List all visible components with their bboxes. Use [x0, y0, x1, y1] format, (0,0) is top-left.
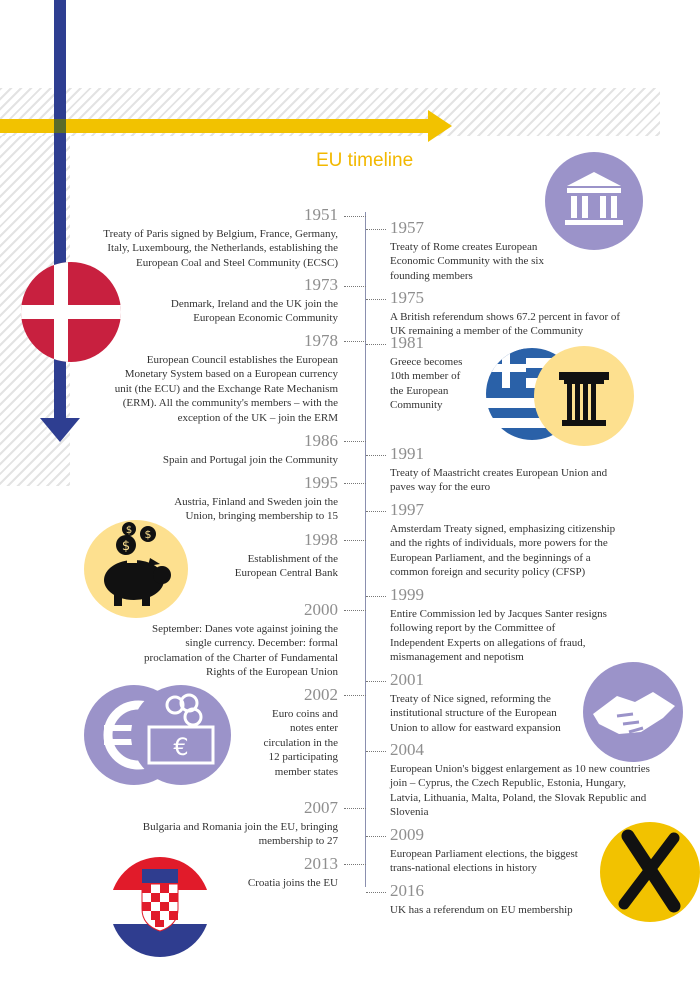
connector-1986: [344, 441, 366, 442]
event-year: 1986: [304, 431, 338, 450]
piggy-bank-icon: [84, 520, 188, 618]
event-text: Treaty of Maastricht creates European Union and paves way for the euro: [390, 467, 608, 494]
connector-2002: [344, 695, 366, 696]
event-text: Spain and Portugal join the Community: [162, 454, 338, 466]
connector-1991: [366, 455, 386, 456]
event-1981: [390, 333, 472, 413]
denmark-flag-icon: [21, 262, 121, 362]
connector-1981: [366, 344, 386, 345]
ballot-cross-icon: [600, 822, 700, 922]
event-text: Amsterdam Treaty signed, emphasizing citizenship and the rights of individuals, more powers for the European Parliament, and the beginnings of a common foreign and security policy (CFSP): [390, 523, 616, 579]
arrow-crossing: [54, 119, 66, 133]
event-year: 1978: [304, 331, 338, 350]
event-2001: [390, 670, 572, 735]
event-year: 1999: [390, 585, 424, 604]
event-year: 1973: [304, 275, 338, 294]
vertical-arrow-head: [40, 418, 80, 442]
connector-1999: [366, 596, 386, 597]
connector-2000: [344, 610, 366, 611]
timeline-axis: [365, 212, 366, 887]
greek-column-icon: [534, 346, 634, 446]
connector-2009: [366, 836, 386, 837]
event-year: 2013: [304, 854, 338, 873]
event-year: 1995: [304, 473, 338, 492]
event-text: September: Danes vote against joining the single currency. December: formal proclamation of the Charter of Fundamental Rights of the European Union: [144, 623, 338, 679]
event-1998: [208, 530, 338, 581]
event-year: 2001: [390, 670, 424, 689]
event-year: 2004: [390, 740, 424, 759]
connector-2007: [344, 808, 366, 809]
event-text: Entire Commission led by Jacques Santer resigns following report by the Committee of Independent Experts on allegations of fraud, mismanagement and nepotism: [390, 608, 607, 664]
event-text: Treaty of Nice signed, reforming the institutional structure of the European Union to allow for eastward expansion: [390, 693, 561, 734]
event-text: Euro coins and notes enter circulation in the 12 participating member states: [263, 708, 338, 778]
connector-2004: [366, 751, 386, 752]
event-year: 1991: [390, 444, 424, 463]
event-1997: [390, 500, 630, 580]
event-year: 2009: [390, 825, 424, 844]
event-1999: [390, 585, 612, 665]
connector-2001: [366, 681, 386, 682]
event-text: Treaty of Paris signed by Belgium, France, Germany, Italy, Luxembourg, the Netherlands, establishing the European Coal and Steel Community (ECSC): [103, 228, 338, 269]
event-1957: [390, 218, 545, 283]
event-year: 2000: [304, 600, 338, 619]
svg-text:$: $: [125, 525, 133, 536]
handshake-icon: [583, 662, 683, 762]
event-text: Croatia joins the EU: [247, 877, 338, 889]
parliament-building-icon: [545, 152, 643, 250]
event-year: 2007: [304, 798, 338, 817]
connector-1975: [366, 299, 386, 300]
horizontal-arrow-head: [428, 110, 452, 142]
connector-1997: [366, 511, 386, 512]
event-text: Bulgaria and Romania join the EU, bringing membership to 27: [142, 821, 338, 848]
connector-1951: [344, 216, 366, 217]
event-year: 1975: [390, 288, 424, 307]
event-year: 1957: [390, 218, 424, 237]
event-2002: [258, 685, 338, 779]
connector-1973: [344, 286, 366, 287]
page-title: EU timeline: [316, 150, 414, 171]
event-1973: [138, 275, 338, 326]
event-text: Treaty of Rome creates European Economic Community with the six founding members: [390, 241, 544, 282]
event-year: 1951: [304, 205, 338, 224]
event-1995: [153, 473, 338, 524]
svg-text:$: $: [144, 528, 152, 541]
event-year: 2016: [390, 881, 424, 900]
event-text: Austria, Finland and Sweden join the Union, bringing membership to 15: [174, 496, 338, 523]
event-2007: [123, 798, 338, 849]
event-text: European Union's biggest enlargement as 10 new countries join – Cyprus, the Czech Republic, Estonia, Hungary, Latvia, Lithuania, Malta, Poland, the Slovak Republic and Slovenia: [390, 763, 650, 819]
event-year: 1997: [390, 500, 424, 519]
event-text: European Council establishes the European Monetary System based on a European currency unit (the ECU) and the Exchange Rate Mechanism (ERM). All the community's members – with the exception of the UK – join the ERM: [114, 354, 338, 424]
connector-1978: [344, 341, 366, 342]
event-2013: [188, 854, 338, 890]
event-2016: [390, 881, 610, 917]
event-text: Denmark, Ireland and the UK join the European Economic Community: [170, 298, 338, 325]
event-1978: [113, 331, 338, 425]
event-year: 2002: [304, 685, 338, 704]
event-text: UK has a referendum on EU membership: [390, 904, 573, 916]
event-year: 1981: [390, 333, 424, 352]
event-text: Greece becomes 10th member of the European Community: [390, 356, 463, 412]
connector-2013: [344, 864, 366, 865]
event-1991: [390, 444, 625, 495]
connector-1998: [344, 540, 366, 541]
croatia-flag-icon: [110, 857, 210, 957]
connector-1995: [344, 483, 366, 484]
svg-text:$: $: [121, 539, 131, 554]
euro-notes-icon: [131, 685, 231, 785]
connector-1957: [366, 229, 386, 230]
event-1975: [390, 288, 630, 339]
event-1986: [118, 431, 338, 467]
event-1951: [98, 205, 338, 270]
event-year: 1998: [304, 530, 338, 549]
connector-2016: [366, 892, 386, 893]
event-text: A British referendum shows 67.2 percent in favor of UK remaining a member of the Community: [390, 311, 621, 338]
event-text: Establishment of the European Central Bank: [234, 553, 338, 580]
svg-text:€: €: [173, 733, 189, 761]
event-2009: [390, 825, 585, 876]
event-text: European Parliament elections, the biggest trans-national elections in history: [390, 848, 578, 875]
